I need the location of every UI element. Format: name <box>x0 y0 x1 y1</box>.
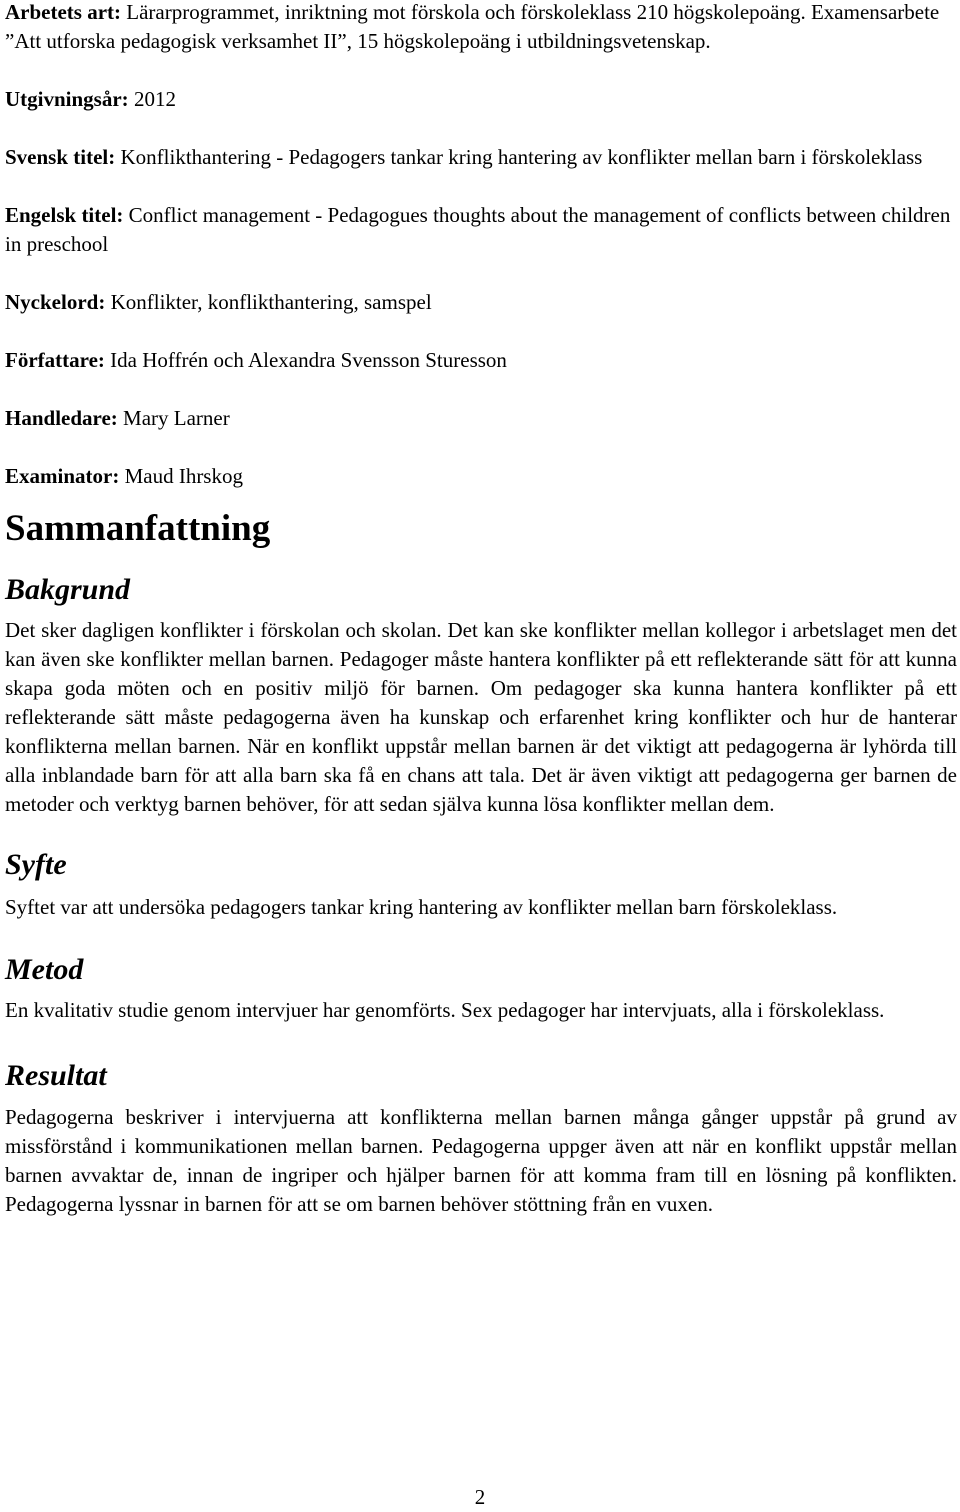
summary-heading: Sammanfattning <box>5 508 271 549</box>
field-handledare <box>5 404 957 433</box>
field-value: 2012 <box>133 87 176 111</box>
section-text-bakgrund: Det sker dagligen konflikter i förskolan och skolan. Det kan ske konflikter mellan kollegor i arbetslaget men det kan även ske konflikter mellan barnen. Pedagoger måste hantera konflikter på ett reflekterande sätt för att kunna skapa goda möten och en positiv miljö för barnen. Om pedagoger ska kunna hantera konflikter på ett reflekterande sätt måste pedagogerna även ha kunskap och erfarenhet kring konflikter och hur de hanterar konflikterna mellan barnen. När en konflikt uppstår mellan barnen är det viktigt att pedagogerna är lyhörda till alla inblandade barn för att alla barn ska få en chans att tala. Det är även viktigt att pedagogerna ger barnen de metoder och verktyg barnen behöver, för att sedan själva kunna lösa konflikter mellan dem. <box>5 618 957 816</box>
field-value: Ida Hoffrén och Alexandra Svensson Sturesson <box>110 348 507 372</box>
section-heading-syfte: Syfte <box>5 848 67 881</box>
field-label: Utgivningsår: <box>5 87 129 111</box>
field-label: Nyckelord: <box>5 290 106 314</box>
section-heading-metod: Metod <box>5 953 84 986</box>
field-label: Svensk titel: <box>5 145 116 169</box>
field-examinator <box>5 462 957 491</box>
field-value: Conflict management - Pedagogues thoughts about the management of conflicts between children in preschool <box>5 203 951 256</box>
field-label: Examinator: <box>5 464 120 488</box>
field-arbetets-art <box>5 0 957 56</box>
field-label: Författare: <box>5 348 105 372</box>
field-label: Engelsk titel: <box>5 203 124 227</box>
field-label: Handledare: <box>5 406 118 430</box>
document-page <box>5 0 957 1219</box>
section-text-syfte: Syftet var att undersöka pedagogers tankar kring hantering av konflikter mellan barn förskoleklass. <box>5 895 838 919</box>
field-value: Maud Ihrskog <box>124 464 243 488</box>
section-text-resultat: Pedagogerna beskriver i intervjuerna att konflikterna mellan barnen många gånger uppstår på grund av missförstånd i kommunikationen mellan barnen. Pedagogerna uppger även att när en konflikt uppstår mellan barnen avvaktar de, innan de ingriper och hjälper barnen för att komma fram till en lösning på konflikten. Pedagogerna lyssnar in barnen för att se om barnen behöver stöttning från en vuxen. <box>5 1105 957 1216</box>
field-forfattare <box>5 346 957 375</box>
field-svensk-titel <box>5 143 957 172</box>
field-value: Konflikter, konflikthantering, samspel <box>110 290 432 314</box>
field-utgivningsar <box>5 85 957 114</box>
field-value: Lärarprogrammet, inriktning mot förskola och förskoleklass 210 högskolepoäng. Examensarbete ”Att utforska pedagogisk verksamhet II”, 15 högskolepoäng i utbildningsvetenskap. <box>5 0 940 53</box>
field-nyckelord <box>5 288 957 317</box>
field-label: Arbetets art: <box>5 0 122 24</box>
page-number: 2 <box>474 1485 486 1509</box>
section-text-metod: En kvalitativ studie genom intervjuer har genomförts. Sex pedagoger har intervjuats, alla i förskoleklass. <box>5 998 885 1022</box>
field-value: Mary Larner <box>123 406 230 430</box>
field-value: Konflikthantering - Pedagogers tankar kring hantering av konflikter mellan barn i förskoleklass <box>120 145 923 169</box>
section-heading-bakgrund: Bakgrund <box>5 573 131 606</box>
field-engelsk-titel <box>5 201 957 259</box>
section-heading-resultat: Resultat <box>5 1059 107 1092</box>
